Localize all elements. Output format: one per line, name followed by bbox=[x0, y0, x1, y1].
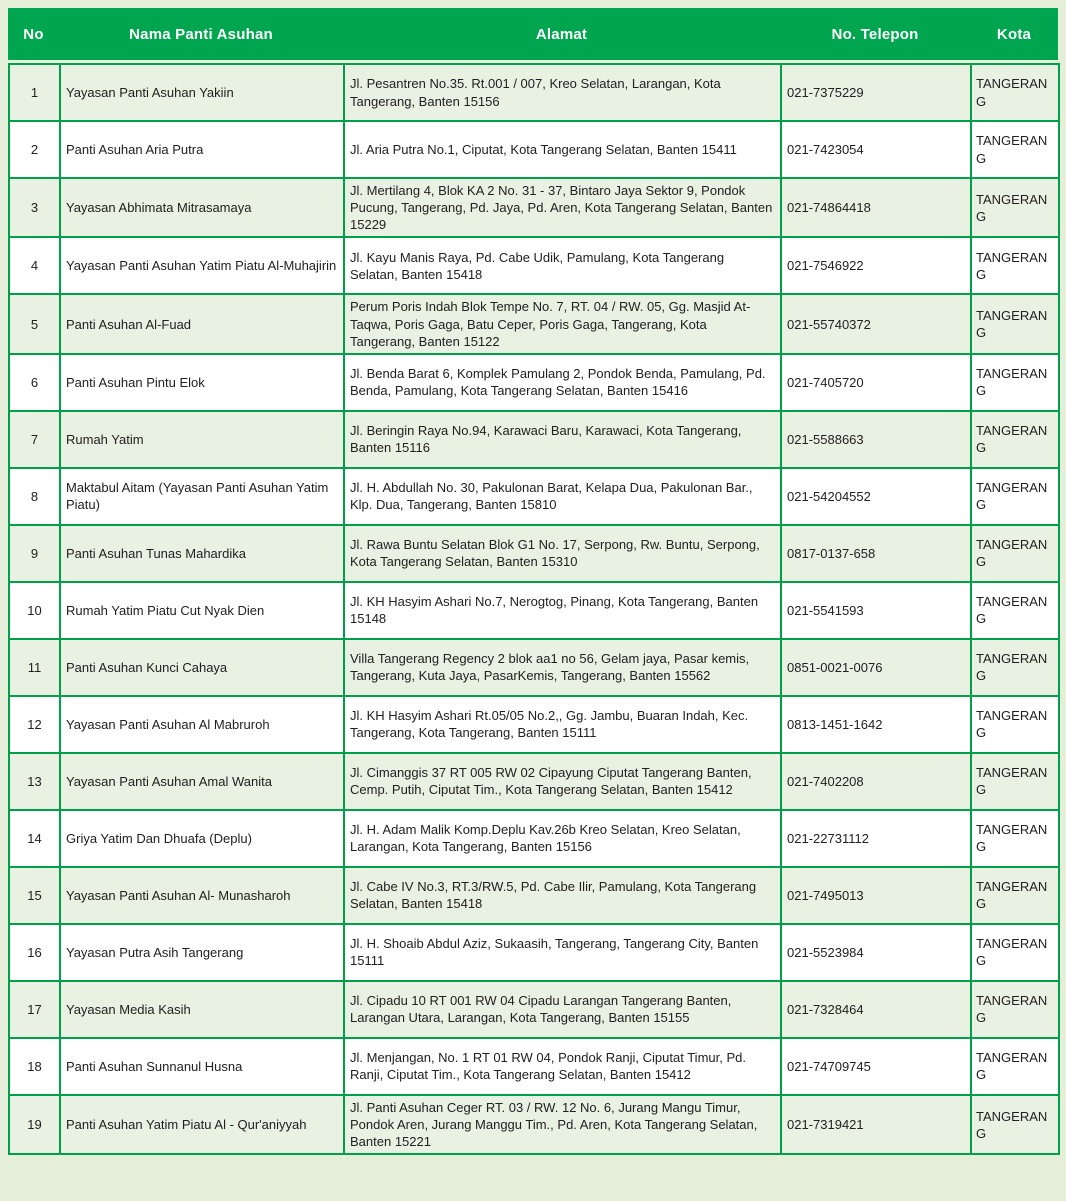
cell-kota: TANGERANG bbox=[971, 237, 1059, 294]
cell-telepon: 021-7546922 bbox=[781, 237, 971, 294]
cell-no: 19 bbox=[9, 1095, 60, 1154]
cell-telepon: 021-7405720 bbox=[781, 354, 971, 411]
cell-telepon: 021-7319421 bbox=[781, 1095, 971, 1154]
cell-alamat: Jl. Kayu Manis Raya, Pd. Cabe Udik, Pamulang, Kota Tangerang Selatan, Banten 15418 bbox=[344, 237, 781, 294]
cell-no: 7 bbox=[9, 411, 60, 468]
cell-telepon: 021-7402208 bbox=[781, 753, 971, 810]
cell-no: 16 bbox=[9, 924, 60, 981]
cell-kota: TANGERANG bbox=[971, 867, 1059, 924]
cell-telepon: 021-7423054 bbox=[781, 121, 971, 178]
cell-no: 4 bbox=[9, 237, 60, 294]
cell-telepon: 021-55740372 bbox=[781, 294, 971, 353]
cell-alamat: Jl. H. Adam Malik Komp.Deplu Kav.26b Kreo Selatan, Kreo Selatan, Larangan, Kota Tangerang, Banten 15156 bbox=[344, 810, 781, 867]
cell-alamat: Jl. Aria Putra No.1, Ciputat, Kota Tangerang Selatan, Banten 15411 bbox=[344, 121, 781, 178]
table-row bbox=[9, 525, 1059, 582]
cell-alamat: Jl. KH Hasyim Ashari No.7, Nerogtog, Pinang, Kota Tangerang, Banten 15148 bbox=[344, 582, 781, 639]
cell-nama: Rumah Yatim bbox=[60, 411, 344, 468]
cell-alamat: Jl. Beringin Raya No.94, Karawaci Baru, Karawaci, Kota Tangerang, Banten 15116 bbox=[344, 411, 781, 468]
header-alamat: Alamat bbox=[535, 25, 588, 43]
cell-telepon: 0851-0021-0076 bbox=[781, 639, 971, 696]
cell-kota: TANGERANG bbox=[971, 1095, 1059, 1154]
table-row bbox=[9, 121, 1059, 178]
cell-alamat: Jl. H. Abdullah No. 30, Pakulonan Barat, Kelapa Dua, Pakulonan Bar., Klp. Dua, Tangerang, Banten 15810 bbox=[344, 468, 781, 525]
cell-no: 2 bbox=[9, 121, 60, 178]
table-row bbox=[9, 237, 1059, 294]
table-body bbox=[9, 64, 1059, 1154]
cell-kota: TANGERANG bbox=[971, 696, 1059, 753]
cell-no: 9 bbox=[9, 525, 60, 582]
cell-kota: TANGERANG bbox=[971, 468, 1059, 525]
cell-nama: Panti Asuhan Aria Putra bbox=[60, 121, 344, 178]
table-header-row bbox=[8, 8, 1058, 60]
cell-alamat: Jl. Cimanggis 37 RT 005 RW 02 Cipayung Ciputat Tangerang Banten, Cemp. Putih, Ciputat Tim., Kota Tangerang Selatan, Banten 15412 bbox=[344, 753, 781, 810]
table-row bbox=[9, 1038, 1059, 1095]
cell-kota: TANGERANG bbox=[971, 294, 1059, 353]
cell-nama: Yayasan Panti Asuhan Al Mabruroh bbox=[60, 696, 344, 753]
cell-kota: TANGERANG bbox=[971, 639, 1059, 696]
cell-alamat: Jl. Mertilang 4, Blok KA 2 No. 31 - 37, Bintaro Jaya Sektor 9, Pondok Pucung, Tangerang, Pd. Jaya, Pd. Aren, Kota Tangerang Selatan, Banten 15229 bbox=[344, 178, 781, 237]
cell-alamat: Jl. Cipadu 10 RT 001 RW 04 Cipadu Larangan Tangerang Banten, Larangan Utara, Larangan, Kota Tangerang, Banten 15155 bbox=[344, 981, 781, 1038]
cell-kota: TANGERANG bbox=[971, 924, 1059, 981]
cell-no: 15 bbox=[9, 867, 60, 924]
cell-telepon: 021-5588663 bbox=[781, 411, 971, 468]
cell-telepon: 021-5523984 bbox=[781, 924, 971, 981]
cell-telepon: 0817-0137-658 bbox=[781, 525, 971, 582]
table-row bbox=[9, 468, 1059, 525]
cell-no: 8 bbox=[9, 468, 60, 525]
cell-no: 5 bbox=[9, 294, 60, 353]
table-row bbox=[9, 1095, 1059, 1154]
cell-telepon: 021-54204552 bbox=[781, 468, 971, 525]
cell-nama: Panti Asuhan Pintu Elok bbox=[60, 354, 344, 411]
cell-no: 13 bbox=[9, 753, 60, 810]
cell-no: 17 bbox=[9, 981, 60, 1038]
cell-kota: TANGERANG bbox=[971, 178, 1059, 237]
table-row bbox=[9, 981, 1059, 1038]
cell-nama: Panti Asuhan Yatim Piatu Al - Qur'aniyyah bbox=[60, 1095, 344, 1154]
cell-kota: TANGERANG bbox=[971, 981, 1059, 1038]
cell-no: 18 bbox=[9, 1038, 60, 1095]
cell-telepon: 021-74864418 bbox=[781, 178, 971, 237]
cell-telepon: 021-7328464 bbox=[781, 981, 971, 1038]
cell-no: 12 bbox=[9, 696, 60, 753]
cell-nama: Rumah Yatim Piatu Cut Nyak Dien bbox=[60, 582, 344, 639]
cell-alamat: Perum Poris Indah Blok Tempe No. 7, RT. 04 / RW. 05, Gg. Masjid At-Taqwa, Poris Gaga, Batu Ceper, Poris Gaga, Tangerang, Kota Tangerang, Banten 15122 bbox=[344, 294, 781, 353]
cell-kota: TANGERANG bbox=[971, 582, 1059, 639]
table-row bbox=[9, 582, 1059, 639]
table-row bbox=[9, 354, 1059, 411]
cell-nama: Panti Asuhan Kunci Cahaya bbox=[60, 639, 344, 696]
cell-nama: Panti Asuhan Sunnanul Husna bbox=[60, 1038, 344, 1095]
cell-nama: Panti Asuhan Al-Fuad bbox=[60, 294, 344, 353]
cell-nama: Yayasan Panti Asuhan Amal Wanita bbox=[60, 753, 344, 810]
cell-kota: TANGERANG bbox=[971, 411, 1059, 468]
cell-kota: TANGERANG bbox=[971, 810, 1059, 867]
table-row bbox=[9, 867, 1059, 924]
cell-telepon: 021-7375229 bbox=[781, 64, 971, 121]
cell-nama: Maktabul Aitam (Yayasan Panti Asuhan Yatim Piatu) bbox=[60, 468, 344, 525]
table-row bbox=[9, 753, 1059, 810]
cell-alamat: Jl. Benda Barat 6, Komplek Pamulang 2, Pondok Benda, Pamulang, Pd. Benda, Pamulang, Kota Tangerang Selatan, Banten 15416 bbox=[344, 354, 781, 411]
cell-alamat: Jl. Rawa Buntu Selatan Blok G1 No. 17, Serpong, Rw. Buntu, Serpong, Kota Tangerang Selatan, Banten 15310 bbox=[344, 525, 781, 582]
table-row bbox=[9, 810, 1059, 867]
cell-no: 14 bbox=[9, 810, 60, 867]
cell-kota: TANGERANG bbox=[971, 354, 1059, 411]
header-kota: Kota bbox=[996, 25, 1032, 43]
cell-no: 3 bbox=[9, 178, 60, 237]
table-row bbox=[9, 924, 1059, 981]
cell-no: 6 bbox=[9, 354, 60, 411]
cell-nama: Yayasan Panti Asuhan Al- Munasharoh bbox=[60, 867, 344, 924]
cell-nama: Yayasan Putra Asih Tangerang bbox=[60, 924, 344, 981]
cell-kota: TANGERANG bbox=[971, 64, 1059, 121]
cell-kota: TANGERANG bbox=[971, 525, 1059, 582]
cell-nama: Yayasan Panti Asuhan Yakiin bbox=[60, 64, 344, 121]
table-row bbox=[9, 294, 1059, 353]
cell-telepon: 021-5541593 bbox=[781, 582, 971, 639]
table-row bbox=[9, 178, 1059, 237]
cell-alamat: Jl. Panti Asuhan Ceger RT. 03 / RW. 12 No. 6, Jurang Mangu Timur, Pondok Aren, Jurang Manggu Tim., Pd. Aren, Kota Tangerang Selatan, Banten 15221 bbox=[344, 1095, 781, 1154]
cell-telepon: 021-74709745 bbox=[781, 1038, 971, 1095]
cell-no: 10 bbox=[9, 582, 60, 639]
cell-alamat: Jl. H. Shoaib Abdul Aziz, Sukaasih, Tangerang, Tangerang City, Banten 15111 bbox=[344, 924, 781, 981]
cell-telepon: 0813-1451-1642 bbox=[781, 696, 971, 753]
cell-telepon: 021-22731112 bbox=[781, 810, 971, 867]
cell-no: 11 bbox=[9, 639, 60, 696]
cell-kota: TANGERANG bbox=[971, 121, 1059, 178]
cell-kota: TANGERANG bbox=[971, 1038, 1059, 1095]
cell-nama: Yayasan Abhimata Mitrasamaya bbox=[60, 178, 344, 237]
header-nama: Nama Panti Asuhan bbox=[129, 25, 273, 43]
cell-alamat: Villa Tangerang Regency 2 blok aa1 no 56, Gelam jaya, Pasar kemis, Tangerang, Kuta Jaya, PasarKemis, Tangerang, Banten 15562 bbox=[344, 639, 781, 696]
cell-alamat: Jl. Menjangan, No. 1 RT 01 RW 04, Pondok Ranji, Ciputat Timur, Pd. Ranji, Ciputat Tim., Kota Tangerang Selatan, Banten 15412 bbox=[344, 1038, 781, 1095]
orphanage-table bbox=[8, 63, 1060, 1155]
header-no: No bbox=[23, 25, 44, 43]
cell-nama: Griya Yatim Dan Dhuafa (Deplu) bbox=[60, 810, 344, 867]
header-telepon: No. Telepon bbox=[831, 25, 919, 43]
table-row bbox=[9, 696, 1059, 753]
table-row bbox=[9, 639, 1059, 696]
cell-alamat: Jl. KH Hasyim Ashari Rt.05/05 No.2,, Gg. Jambu, Buaran Indah, Kec. Tangerang, Kota Tangerang, Banten 15111 bbox=[344, 696, 781, 753]
cell-alamat: Jl. Pesantren No.35. Rt.001 / 007, Kreo Selatan, Larangan, Kota Tangerang, Banten 15156 bbox=[344, 64, 781, 121]
cell-no: 1 bbox=[9, 64, 60, 121]
cell-alamat: Jl. Cabe IV No.3, RT.3/RW.5, Pd. Cabe Ilir, Pamulang, Kota Tangerang Selatan, Banten 15418 bbox=[344, 867, 781, 924]
cell-nama: Yayasan Media Kasih bbox=[60, 981, 344, 1038]
cell-nama: Panti Asuhan Tunas Mahardika bbox=[60, 525, 344, 582]
table-row bbox=[9, 64, 1059, 121]
cell-nama: Yayasan Panti Asuhan Yatim Piatu Al-Muhajirin bbox=[60, 237, 344, 294]
cell-telepon: 021-7495013 bbox=[781, 867, 971, 924]
table-row bbox=[9, 411, 1059, 468]
cell-kota: TANGERANG bbox=[971, 753, 1059, 810]
